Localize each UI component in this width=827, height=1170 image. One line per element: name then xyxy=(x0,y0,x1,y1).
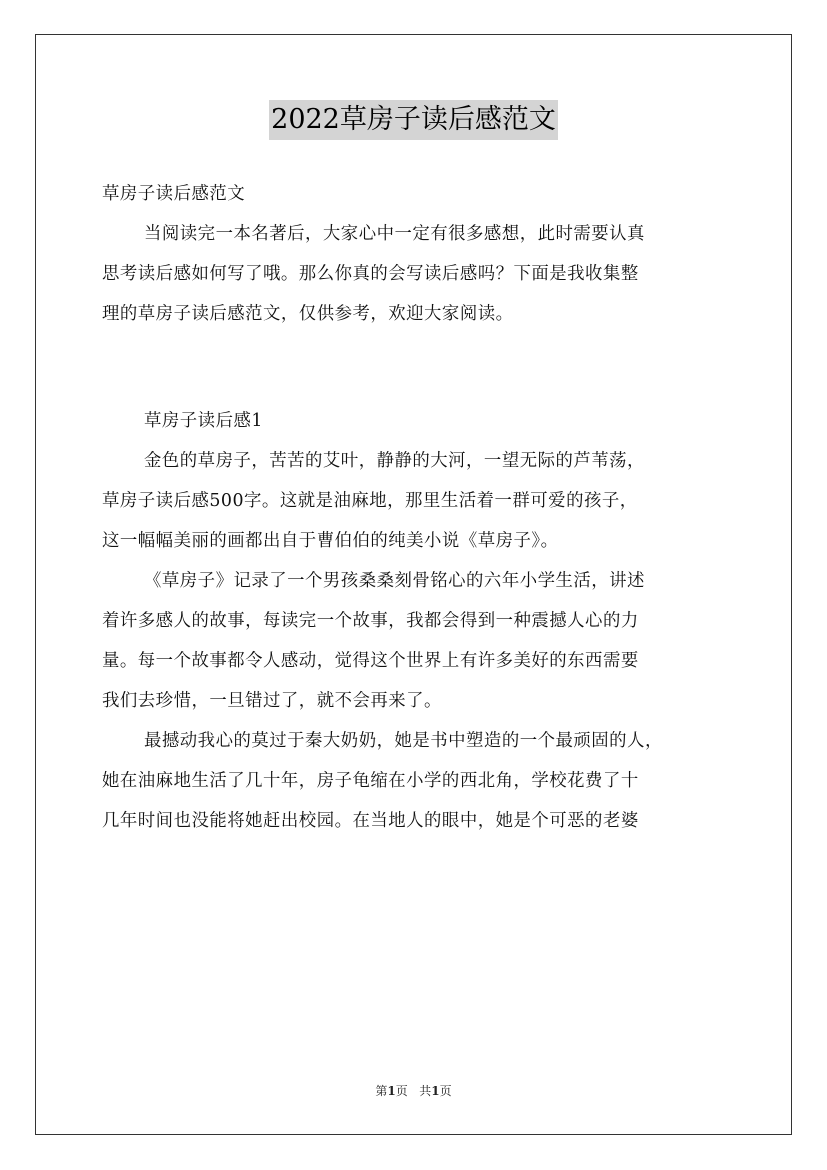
paragraph2-line: 我们去珍惜，一旦错过了，就不会再来了。 xyxy=(102,691,442,711)
page-number: 1 xyxy=(387,1084,396,1098)
blank-gap xyxy=(102,374,732,401)
paragraph1-line: 这一幅幅美丽的画都出自于曹伯伯的纯美小说《草房子》。 xyxy=(102,531,559,551)
page-label-prefix: 第 xyxy=(375,1084,388,1098)
paragraph1-line: 草房子读后感500字。这就是油麻地，那里生活着一群可爱的孩子， xyxy=(102,491,638,511)
paragraph3-line: 最撼动我心的莫过于秦大奶奶，她是书中塑造的一个最顽固的人， xyxy=(144,731,663,751)
document-title: 2022草房子读后感范文 xyxy=(269,100,558,140)
paragraph2-line: 《草房子》记录了一个男孩桑桑刻骨铭心的六年小学生活，讲述 xyxy=(144,571,645,591)
title-container xyxy=(0,100,827,140)
paragraph3-line: 她在油麻地生活了几十年，房子龟缩在小学的西北角，学校花费了十 xyxy=(102,771,639,791)
section-heading: 草房子读后感1 xyxy=(144,411,263,431)
paragraph3-line: 几年时间也没能将她赶出校园。在当地人的眼中，她是个可恶的老婆 xyxy=(102,811,639,831)
page-footer xyxy=(0,1082,827,1100)
total-pages: 1 xyxy=(431,1084,440,1098)
paragraph2-line: 量。每一个故事都令人感动，觉得这个世界上有许多美好的东西需要 xyxy=(102,651,639,671)
intro-line: 理的草房子读后感范文，仅供参考，欢迎大家阅读。 xyxy=(102,304,514,324)
blank-line xyxy=(102,334,732,374)
total-label-suffix: 页 xyxy=(439,1084,452,1098)
document-subtitle: 草房子读后感范文 xyxy=(102,184,246,204)
paragraph2-line: 着许多感人的故事，每读完一个故事，我都会得到一种震撼人心的力 xyxy=(102,611,639,631)
intro-line: 思考读后感如何写了哦。那么你真的会写读后感吗？下面是我收集整 xyxy=(102,264,639,284)
total-label-prefix: 共 xyxy=(419,1084,432,1098)
paragraph1-line: 金色的草房子，苦苦的艾叶，静静的大河，一望无际的芦苇荡， xyxy=(144,451,645,471)
intro-line: 当阅读完一本名著后，大家心中一定有很多感想，此时需要认真 xyxy=(144,224,645,244)
page-label-suffix: 页 xyxy=(395,1084,408,1098)
document-body xyxy=(102,174,732,841)
